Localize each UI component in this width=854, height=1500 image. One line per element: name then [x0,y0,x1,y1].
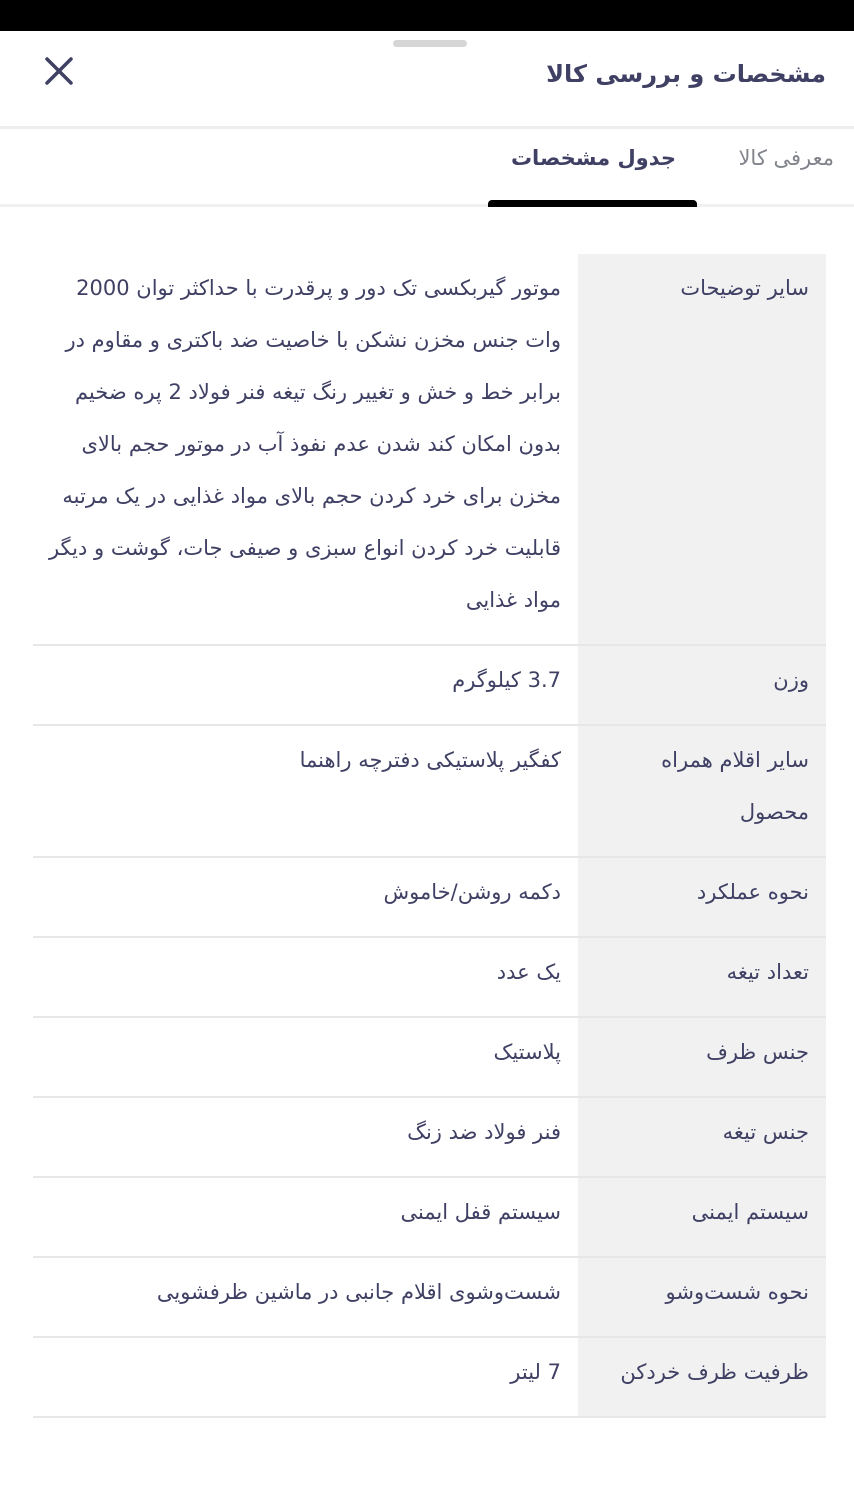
spec-key: جنس تیغه [722,1120,809,1144]
page-title: مشخصات و بررسی کالا [546,60,826,88]
spec-value: موتور گیربکسی تک دور و پرقدرت با حداکثر توان 2000 وات جنس مخزن نشکن با خاصیت ضد باکتری و مقاوم در برابر خط و خش و تغییر رنگ تیغه فنر فولاد 2 پره ضخیم بدون امکان کند شدن عدم نفوذ آب در موتور حجم بالای مخزن برای خرد کردن حجم بالای مواد غذایی در یک مرتبه قابلیت خرد کردن انواع سبزی و صیفی جات، گوشت و دیگر مواد غذایی [48,276,561,612]
active-tab-indicator [488,200,697,207]
spec-key: سایر اقلام همراه محصول [661,748,809,824]
spec-value-cell [33,1178,578,1256]
spec-key-cell [578,646,826,724]
spec-value-cell [33,938,578,1016]
spec-key: تعداد تیغه [726,960,809,984]
spec-key: ظرفیت ظرف خردکن [620,1360,809,1384]
spec-row [33,858,826,938]
spec-value-cell [33,1258,578,1336]
spec-row [33,938,826,1018]
spec-key-cell [578,1098,826,1176]
spec-row [33,1258,826,1338]
spec-value: دکمه روشن/خاموش [383,880,561,904]
spec-key: وزن [773,668,809,692]
spec-key-cell [578,726,826,856]
spec-value: شست‌وشوی اقلام جانبی در ماشین ظرفشویی [156,1280,561,1304]
spec-value: پلاستیک [493,1040,561,1064]
spec-value: 3.7 کیلوگرم [452,668,561,692]
spec-value: 7 لیتر [510,1360,561,1384]
spec-key-cell [578,1258,826,1336]
spec-row [33,646,826,726]
tab-product-intro[interactable]: معرفی کالا [738,146,834,170]
spec-value: سیستم قفل ایمنی [400,1200,561,1224]
spec-key-cell [578,1178,826,1256]
specs-table [33,254,826,1418]
spec-key: نحوه شست‌وشو [665,1280,809,1304]
spec-row [33,1338,826,1418]
spec-value: یک عدد [496,960,561,984]
tab-bar [0,128,854,207]
spec-key-cell [578,1338,826,1416]
spec-row [33,1178,826,1258]
spec-key-cell [578,938,826,1016]
spec-key: سایر توضیحات [680,276,809,300]
close-button[interactable] [40,52,78,90]
sheet-header [0,40,854,129]
spec-row [33,1098,826,1178]
spec-key-cell [578,1018,826,1096]
spec-value-cell [33,254,578,644]
tab-specifications[interactable]: جدول مشخصات [510,146,676,170]
spec-key-cell [578,858,826,936]
spec-key-cell [578,254,826,644]
spec-value-cell [33,646,578,724]
spec-row [33,254,826,646]
spec-value: فنر فولاد ضد زنگ [407,1120,561,1144]
close-icon [40,52,78,90]
spec-row [33,726,826,858]
spec-value-cell [33,1338,578,1416]
spec-key: سیستم ایمنی [691,1200,809,1224]
spec-key: جنس ظرف [706,1040,809,1064]
status-bar [0,0,854,31]
spec-row [33,1018,826,1098]
spec-value-cell [33,1018,578,1096]
spec-key: نحوه عملکرد [696,880,809,904]
spec-value-cell [33,726,578,856]
spec-value-cell [33,858,578,936]
spec-value: کفگیر پلاستیکی دفترچه راهنما [299,748,561,772]
spec-value-cell [33,1098,578,1176]
